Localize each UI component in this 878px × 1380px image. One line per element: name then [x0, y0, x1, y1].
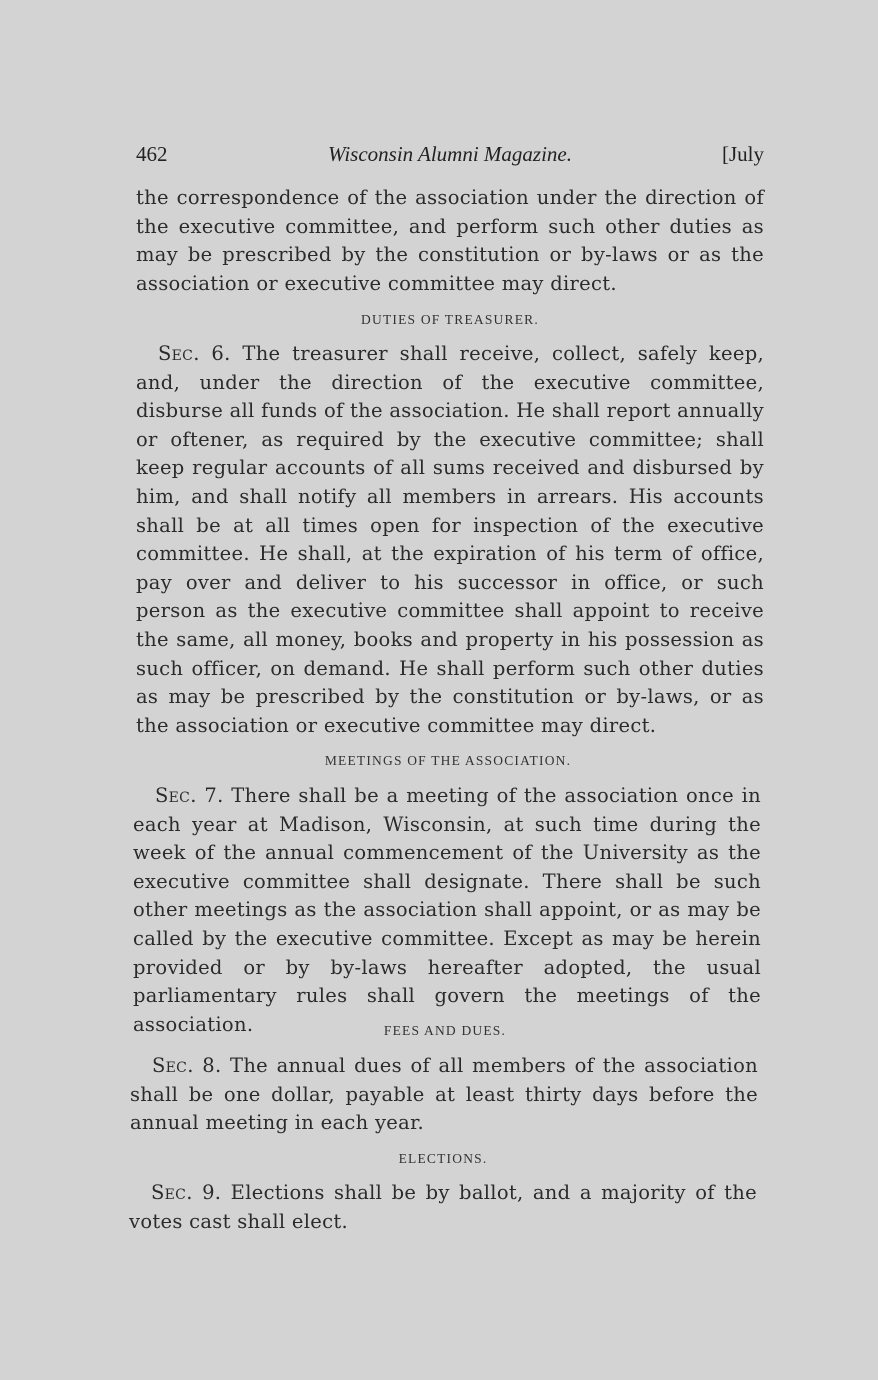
heading-elections: ELECTIONS. [398, 1151, 488, 1166]
running-header [136, 142, 764, 174]
section-7-paragraph [133, 782, 761, 1039]
section-7-label: Sec. 7. [155, 784, 224, 807]
issue-month: [July [722, 142, 764, 166]
heading-fees-and-dues: FEES AND DUES. [383, 1023, 507, 1038]
section-9-body: Elections shall be by ballot, and a majority of the votes cast shall elect. [129, 1181, 757, 1233]
intro-paragraph: the correspondence of the association under the direction of the executive committee, and perform such other duties as may be prescribed by the constitution or by-laws or as the association or executive committee may direct. [136, 186, 764, 295]
section-9-paragraph [129, 1179, 757, 1236]
section-9-label: Sec. 9. [151, 1181, 222, 1204]
page-number: 462 [136, 142, 168, 166]
section-6-body: The treasurer shall receive, collect, safely keep, and, under the direction of the executive committee, disburse all funds of the association. He shall report annually or oftener, as required by the executive committee; shall keep regular accounts of all sums received and disbursed by him, and shall notify all members in arrears. His accounts shall be at all times open for inspection of the executive committee. He shall, at the expiration of his term of office, pay over and deliver to his successor in office, or such person as the executive committee shall appoint to receive the same, all money, books and property in his possession as such officer, on demand. He shall perform such other duties as may be prescribed by the constitution or by-laws, or as the association or executive committee may direct. [136, 342, 765, 737]
section-8-paragraph [130, 1052, 758, 1138]
section-6-label: Sec. 6. [158, 342, 231, 365]
magazine-title: Wisconsin Alumni Magazine. [327, 142, 573, 166]
section-6-paragraph [136, 340, 764, 740]
section-7-body: There shall be a meeting of the association once in each year at Madison, Wisconsin, at such time during the week of the annual commencement of the University as the executive committee shall designate. There shall be such other meetings as the association shall appoint, or as may be called by the executive committee. Except as may be herein provided or by by-laws hereafter adopted, the usual parliamentary rules shall govern the meetings of the association. [133, 784, 761, 1036]
heading-duties-of-treasurer: DUTIES OF TREASURER. [361, 312, 539, 327]
section-8-body: The annual dues of all members of the association shall be one dollar, payable at least thirty days before the annual meeting in each year. [130, 1054, 758, 1135]
heading-meetings-of-the-association: MEETINGS OF THE ASSOCIATION. [324, 753, 572, 768]
section-8-label: Sec. 8. [152, 1054, 222, 1077]
